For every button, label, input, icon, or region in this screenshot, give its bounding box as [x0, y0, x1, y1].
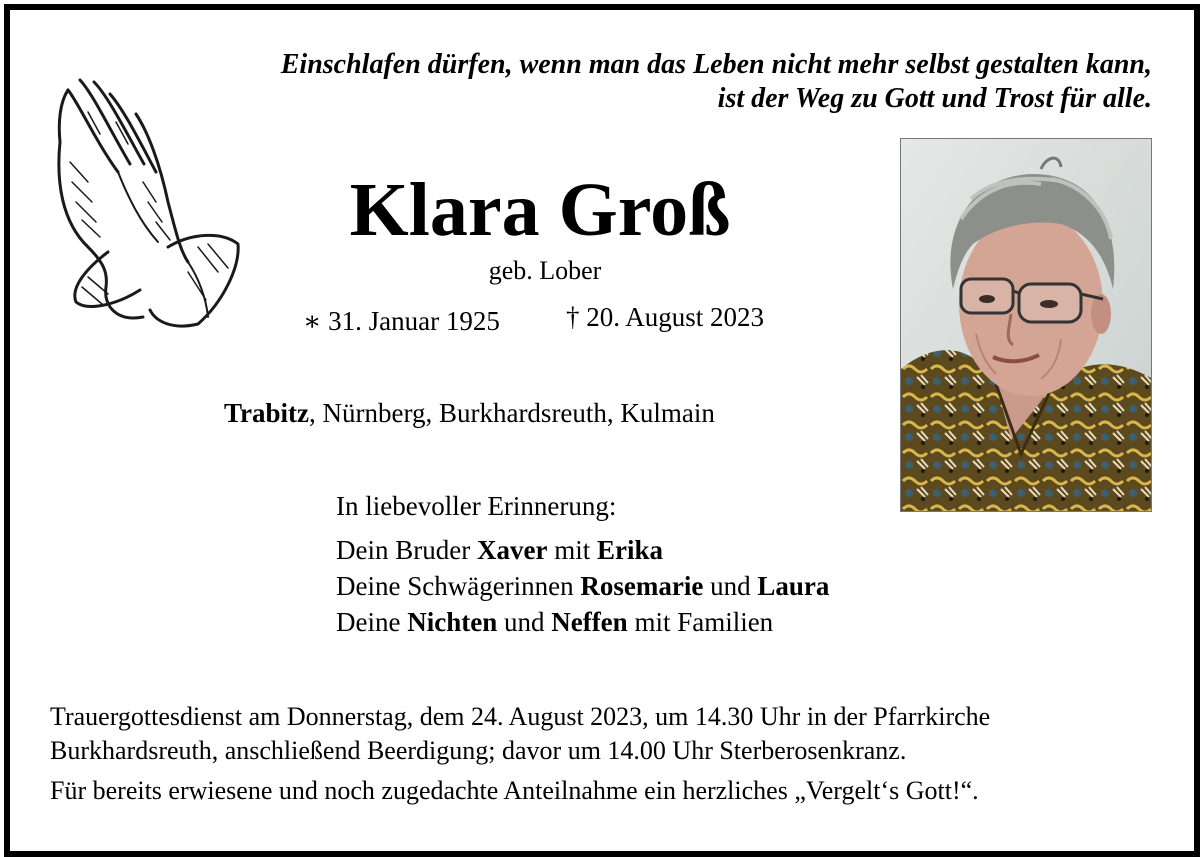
- mourner-line-1: [336, 532, 829, 568]
- quote-line-1: Einschlafen dürfen, wenn man das Leben nicht mehr selbst gestalten kann,: [280, 49, 1152, 80]
- service-line-1: Trauergottesdienst am Donnerstag, dem 24. August 2023, um 14.30 Uhr in der Pfarrkirche: [50, 702, 991, 731]
- thanks-line: Für bereits erwiesene und noch zugedachte Anteilnahme ein herzliches „Vergelt‘s Gott!“.: [50, 776, 979, 805]
- death-info: [566, 301, 764, 333]
- birth-date: 31. Januar 1925: [328, 306, 500, 336]
- places-line: [224, 396, 715, 430]
- service-info: [50, 700, 990, 768]
- birth-info: [303, 305, 500, 337]
- mourner-line-3: [336, 604, 829, 640]
- praying-hands-icon: [48, 72, 243, 332]
- mourner-text: Dein Bruder: [336, 535, 477, 565]
- mourner-line-2: [336, 568, 829, 604]
- deceased-name: Klara Groß: [349, 168, 731, 252]
- death-date: 20. August 2023: [586, 302, 765, 332]
- epitaph-quote: [152, 48, 1152, 116]
- mourner-name: Xaver: [476, 535, 548, 565]
- service-line-2: Burkhardsreuth, anschließend Beerdigung; davor um 14.00 Uhr Sterberosenkranz.: [50, 736, 907, 765]
- mourner-text: und: [703, 571, 758, 601]
- mourner-text: Deine: [336, 607, 408, 637]
- place-rest: , Nürnberg, Burkhardsreuth, Kulmain: [308, 398, 715, 428]
- mourner-name: Neffen: [551, 607, 628, 637]
- quote-line-2: ist der Weg zu Gott und Trost für alle.: [717, 83, 1152, 114]
- mourner-text: Deine Schwägerinnen: [336, 571, 581, 601]
- memory-block: [336, 488, 829, 640]
- death-symbol: †: [566, 302, 580, 332]
- mourner-name: Laura: [757, 571, 830, 601]
- mourner-text: und: [497, 607, 552, 637]
- mourner-text: mit Familien: [627, 607, 774, 637]
- mourner-text: mit: [547, 535, 597, 565]
- mourner-name: Rosemarie: [580, 571, 704, 601]
- portrait-photo: [900, 138, 1152, 512]
- maiden-name: geb. Lober: [488, 256, 602, 285]
- mourner-name: Nichten: [407, 607, 498, 637]
- birth-symbol: ∗: [303, 306, 322, 336]
- place-primary: Trabitz: [224, 398, 309, 428]
- mourner-name: Erika: [596, 535, 663, 565]
- memory-heading: In liebevoller Erinnerung:: [336, 491, 617, 521]
